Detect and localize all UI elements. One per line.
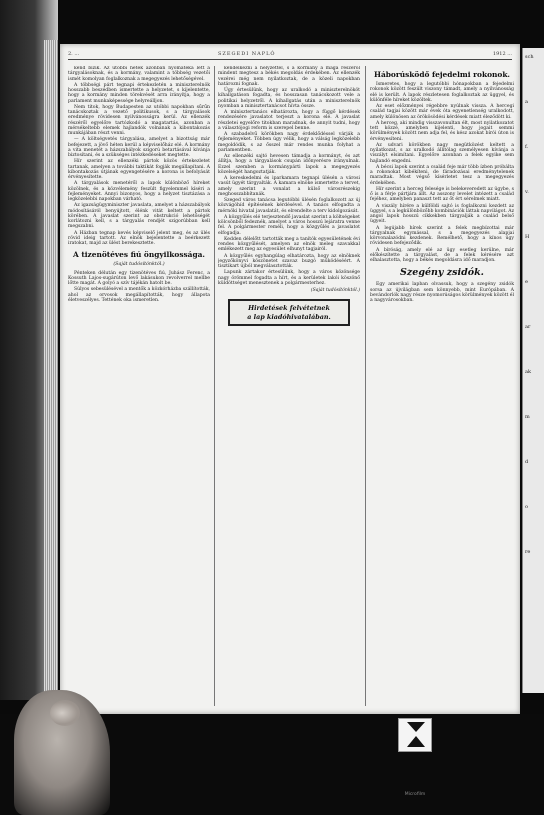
paragraph: Egy amerikai lapban olvassuk, hogy a szegény zsidók sorsa az újvilágban sem könnyebb, mint Európában. A bevándorlók nagy része nyomorúságos körülmények között él a nagyvárosokban.	[370, 282, 514, 303]
masthead-title: SZEGEDI NAPLÓ	[218, 51, 276, 57]
paragraph: Az igazságügyminiszter javaslata, amelyet a házszabályok módosításáról benyújtott, élénk vitát keltett a pártok körében. A javaslat szerint az obstrukció lehetőségét korlátozni kell, s a tárgyalás rendjét szigorúbban kell megszabni.	[68, 203, 210, 230]
paragraph: A herceg, aki mindig visszavonultan élt, most nyilatkozatot tett közzé, amelyben kijelenti, hogy jogait semmi körülmények között nem adja fel, és kész azokat bírói úton is érvényesíteni.	[370, 120, 514, 142]
facing-page-text: sch	[525, 54, 534, 60]
paragraph: A bécsi lapok szerint a család feje már több ízben próbálta a rokonokat kibékíteni, de fáradozásai eredménytelenek maradtak. Most végső kísérletet tesz a megegyezés érdekében.	[370, 164, 514, 186]
paragraph: A többségi párt tegnapi értekezletén a miniszterelnök hosszabb beszédben ismertette a helyzetet, s kijelentette, hogy a kormány minden törekvését arra irányítja, hogy a parlament munkaképessége helyreálljon.	[68, 82, 210, 104]
column-rule	[214, 66, 215, 706]
paragraph: Az ellenzéki sajtó hevesen támadja a kormányt, és azt állítja, hogy a tárgyalások csupán időnyerésre irányulnak. Ezzel szemben a kormánypárti lapok a megegyezés közelségét hangoztatják.	[218, 154, 360, 175]
paragraph: Hír szerint a herceg felesége is belekeveredett az ügybe, s ő is a férje pártjára állt. Az asszony levelet intézett a család fejéhez, amelyben panaszt tett az őt ért sérelmek miatt.	[370, 186, 514, 203]
paragraph: A közgyűlés elé terjesztendő javaslat szerint a költségeket kölcsönből fedeznék, amelyet a város hosszú lejáratra venne fel. A polgármester reméli, hogy a közgyűlés a javaslatot elfogadja.	[218, 214, 360, 236]
facing-page-text: re	[525, 549, 531, 555]
facing-page-fragment	[522, 48, 544, 693]
column-1	[68, 66, 210, 706]
paragraph: Az eset előzményei régebbre nyúlnak vissza. A hercegi család tagjai között már évek óta egyenetlenség uralkodott, amely különösen az örökösödési kérdések miatt éleződött ki.	[370, 104, 514, 120]
paragraph: A minisztertanács elhatározta, hogy a függő kérdések rendezésére javaslatot terjeszt a korona elé. A javaslat részletei egyelőre titokban maradnak, de annyit tudni, hogy a választójogi reform is szerepel benne.	[218, 110, 360, 131]
article-heading: Szegény zsidók.	[400, 267, 484, 279]
facing-page-text: e	[525, 279, 528, 285]
paragraph: A legújabb hírek szerint a felek megbízottai már tárgyalnak egymással, s a megegyezés alapjai körvonalazódni kezdenek. Remélhető, hogy a kínos ügy rövidesen befejeződik.	[370, 225, 514, 247]
page-number: 2. ...	[68, 51, 80, 57]
paragraph: A tárgyalások menetéről a lapok különböző híreket közölnek, és a közvélemény feszült figyelemmel kíséri a fejleményeket. Annyi bizonyos, hogy a helyzet tisztázása a legközelebbi napokban várható.	[68, 181, 210, 202]
paragraph: A közgyűlés egyhangúlag elhatározta, hogy az elnöknek jegyzőkönyvi köszönetet szavaz buzgó működéséért. A tisztikart újból megválasztották.	[218, 253, 360, 269]
paragraph: Nem titok, hogy Budapesten az utóbbi napokban sűrűn tanácskoztak a vezető politikusok, s a tárgyalások eredménye rövidesen nyilvánosságra kerül. Az ellenzék részéről egyelőre tartózkodó a magatartás, azonban a mérsékeltebb elemek hajlandók volnának a kibontakozás munkájában részt venni.	[68, 104, 210, 136]
article-subheading: (Saját tudósítónktól.)	[113, 262, 165, 268]
article-heading: A tizenötéves fiú öngyilkossága.	[73, 250, 205, 260]
paragraph: kendelkezni a helyzettel, s a kormány a maga részéről mindent megtesz a békés megoldás érdekében. Az ellenzék vezérei még nem nyilatkoztak, de a közeli napokban határozni fognak.	[218, 66, 360, 87]
paragraph: A kereskedelmi és iparkamara tegnapi ülésén a városi vasút ügyét tárgyalták. A kamara elnöke ismertette a tervet, amely szerint a vonalat a külső városrészekig meghosszabbítanák.	[218, 176, 360, 197]
paragraph: A szabadelvű körökben nagy érdeklődéssel várják a fejleményeket. Többen úgy vélik, hogy a válság legközelebb megoldódik, s az ősszel már rendes munka folyhat a parlamentben.	[218, 132, 360, 153]
paragraph: Hír szerint az ellenzéki pártok közös értekezletet tartanak, amelyen a további taktikát fogják megállapítani. A kibontakozás útjának egyengetésére a korona is befolyását érvényesítette.	[68, 159, 210, 180]
paragraph: A bíróság, amely elé az ügy esetleg kerülne, már előkészítette a tárgyalást, de a felek kérésére azt elhalasztotta, hogy a békés megoldásra idő maradjon.	[370, 247, 514, 263]
paragraph: A Házban tegnap kevés képviselő jelent meg, és az ülés rövid ideig tartott. Az elnök bejelentette a beérkezett iratokat, majd az ülést berekesztette.	[68, 230, 210, 246]
logo-triangle-top	[407, 722, 425, 732]
logo-caption: Microfilm	[404, 792, 426, 797]
facing-page-text: H	[525, 234, 530, 240]
paragraph: Súlyos sebesülésével a mentők a közkórházba szállították, ahol az orvosok megállapították, hogy állapota életveszélyes. Tettének oka ismeretlen.	[68, 287, 210, 303]
paragraph: A viszály hírére a külföldi sajtó is foglalkozni kezdett az üggyel, s a legkülönbözőbb kombinációk láttak napvilágot. Az angol lapok hosszú cikkekben tárgyalják a család belső ügyeit.	[370, 203, 514, 225]
paragraph: Úgy értesülünk, hogy az uralkodó a miniszterelnököt kihallgatáson fogadta, és hosszasan tanácskozott vele a politikai helyzetről. A kihallgatás után a miniszterelnök nyomban a minisztertanácsot hívta össze.	[218, 88, 360, 109]
paragraph: Kedden délelőtt tartották meg a tanítók egyesületének évi rendes közgyűlését, amelyen az elnök meleg szavakkal emlékezett meg az egyesület elhunyt tagjairól.	[218, 236, 360, 253]
thumb	[50, 700, 80, 726]
archive-logo	[398, 718, 432, 752]
advertisement-box	[228, 299, 350, 326]
paragraph: Pénteken délután egy tizenötéves fiú, Juhász Ferenc, a Kossuth Lajos-sugárúton levő lakásukon revolverrel mellbe lőtte magát. A golyó a szív tájékán hatolt be.	[68, 270, 210, 286]
article-signature: (Saját tudósítónktól.)	[310, 288, 360, 293]
facing-page-text: o	[525, 504, 529, 510]
paragraph: — A költségvetés tárgyalása, amelyet a bizottság már befejezett, a jövő héten kerül a képviselőház elé. A kormány a vita menetét a házszabályok szigorú betartásával kívánja biztosítani, és a szükséges intézkedéseket megtette.	[68, 137, 210, 158]
logo-triangle-bottom	[407, 736, 425, 747]
column-rule	[365, 66, 366, 706]
paragraph: Ismeretes, hogy a legutóbbi hónapokban a fejedelmi rokonok között feszült viszony támadt, amely a nyilvánosság elé is került. A lapok részletesen foglalkoztak az üggyel, és különféle híreket közöltek.	[370, 82, 514, 103]
page-header	[68, 50, 512, 60]
facing-page-text: m	[525, 414, 530, 420]
ad-line: a lap kiadóhivatalában.	[247, 312, 331, 321]
facing-page-text: ak	[525, 369, 532, 375]
newspaper-page	[60, 44, 520, 714]
paragraph: Szeged város tanácsa legutóbbi ülésén foglalkozott az új közvágóhíd építésének kérdésével. A tanács elfogadta a mérnöki hivatal javaslatát, és elrendelte a terv kidolgozását.	[218, 198, 360, 214]
paragraph: Lapunk zártakor értesülünk, hogy a város közönsége nagy örömmel fogadta a hírt, és a kerületek lakói köszönő küldöttséget menesztenek a polgármesterhez.	[218, 270, 360, 286]
facing-page-text: a	[525, 99, 528, 105]
article-heading: Háborúsködő fejedelmi rokonok.	[373, 70, 511, 79]
ad-line: Hirdetések felvétetnek	[248, 304, 330, 313]
page-stack-edges	[44, 40, 58, 710]
issue-date: 1912 ...	[492, 51, 512, 57]
column-2	[218, 66, 360, 706]
paragraph: kend bizik. Az utóbbi hetek azonban nyomatéka lett a tárgyalásoknak, és a kormány, valamint a többség vezetői ismét komolyan foglalkoznak a megegyezés lehetőségével.	[68, 66, 210, 82]
facing-page-text: d	[525, 459, 529, 465]
facing-page-text: f.	[525, 144, 529, 150]
facing-page-text: v.	[525, 189, 529, 195]
column-3	[370, 66, 514, 706]
paragraph: Az udvari körökben nagy megütközést keltett a nyilatkozat, s az uralkodó állítólag személyesen kívánja a viszályt elsimítani. Egyelőre azonban a felek egyike sem hajlandó engedni.	[370, 142, 514, 164]
facing-page-text: ar	[525, 324, 531, 330]
